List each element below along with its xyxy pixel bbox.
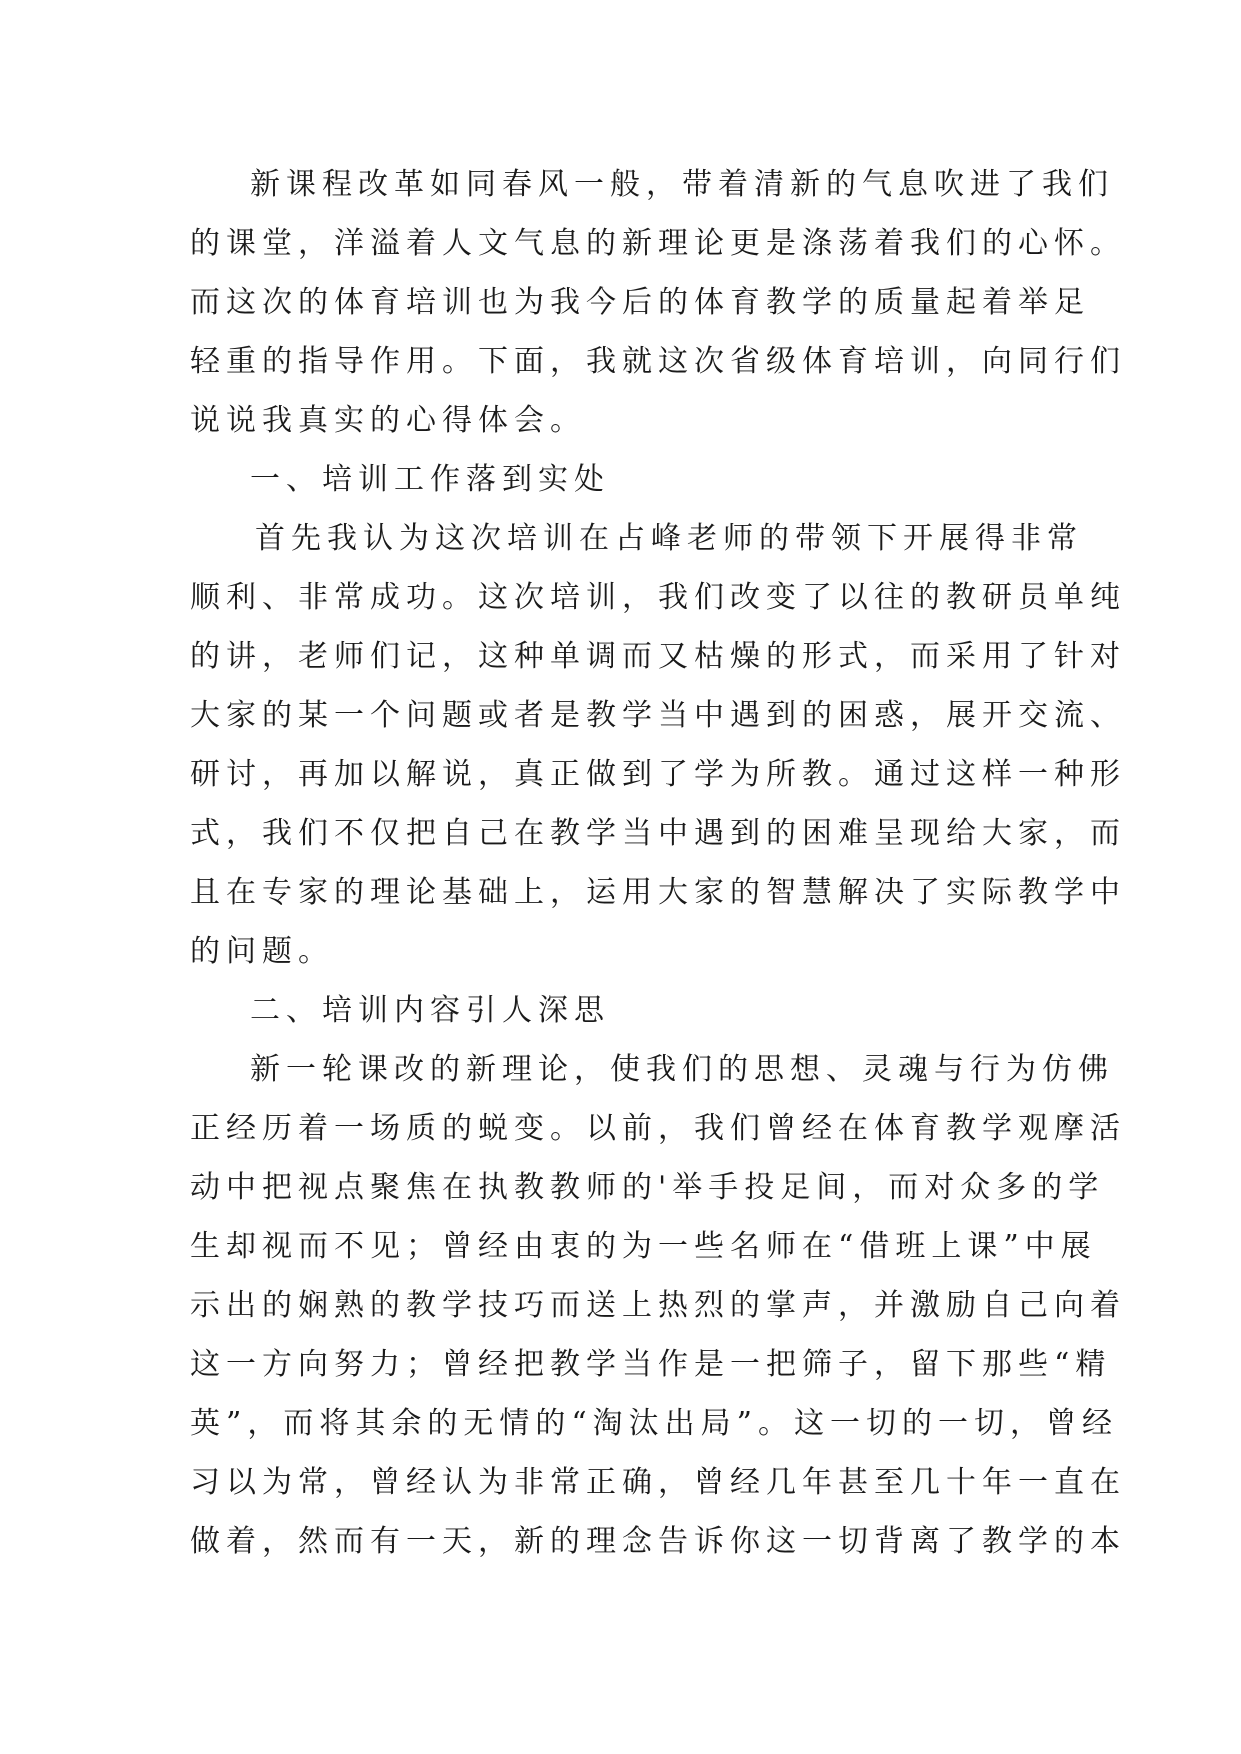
paragraph-line: 新一轮课改的新理论，使我们的思想、灵魂与行为仿佛 [250,1052,1114,1087]
paragraph-line: 首先我认为这次培训在占峰老师的带领下开展得非常 [255,521,1083,556]
paragraph-line: 的讲，老师们记，这种单调而又枯燥的形式，而采用了针对 [190,639,1126,674]
paragraph-line: 英”，而将其余的无情的“淘汰出局”。这一切的一切，曾经 [190,1406,1119,1441]
paragraph-line: 习以为常，曾经认为非常正确，曾经几年甚至几十年一直在 [190,1465,1126,1500]
paragraph-line: 研讨，再加以解说，真正做到了学为所教。通过这样一种形 [190,757,1126,792]
paragraph-line: 新课程改革如同春风一般，带着清新的气息吹进了我们 [250,167,1114,202]
paragraph-line: 式，我们不仅把自己在教学当中遇到的困难呈现给大家，而 [190,816,1126,851]
paragraph-line: 而这次的体育培训也为我今后的体育教学的质量起着举足 [190,285,1090,320]
paragraph-line: 生却视而不见；曾经由衷的为一些名师在“借班上课”中展 [190,1229,1097,1264]
paragraph-line: 这一方向努力；曾经把教学当作是一把筛子，留下那些“精 [190,1347,1112,1382]
section-heading: 二、培训内容引人深思 [250,993,610,1028]
paragraph-line: 且在专家的理论基础上，运用大家的智慧解决了实际教学中 [190,875,1126,910]
paragraph-line: 轻重的指导作用。下面，我就这次省级体育培训，向同行们 [190,344,1126,379]
paragraph-line: 说说我真实的心得体会。 [190,403,586,438]
paragraph-line: 示出的娴熟的教学技巧而送上热烈的掌声，并激励自己向着 [190,1288,1126,1323]
paragraph-line: 大家的某一个问题或者是教学当中遇到的困惑，展开交流、 [190,698,1126,733]
paragraph-line: 正经历着一场质的蜕变。以前，我们曾经在体育教学观摩活 [190,1111,1126,1146]
section-heading: 一、培训工作落到实处 [250,462,610,497]
paragraph-line: 顺利、非常成功。这次培训，我们改变了以往的教研员单纯 [190,580,1126,615]
paragraph-line: 的课堂，洋溢着人文气息的新理论更是涤荡着我们的心怀。 [190,226,1126,261]
paragraph-line: 做着，然而有一天，新的理念告诉你这一切背离了教学的本 [190,1524,1126,1559]
paragraph-line: 动中把视点聚焦在执教教师的'举手投足间，而对众多的学 [190,1170,1105,1205]
paragraph-line: 的问题。 [190,934,334,969]
